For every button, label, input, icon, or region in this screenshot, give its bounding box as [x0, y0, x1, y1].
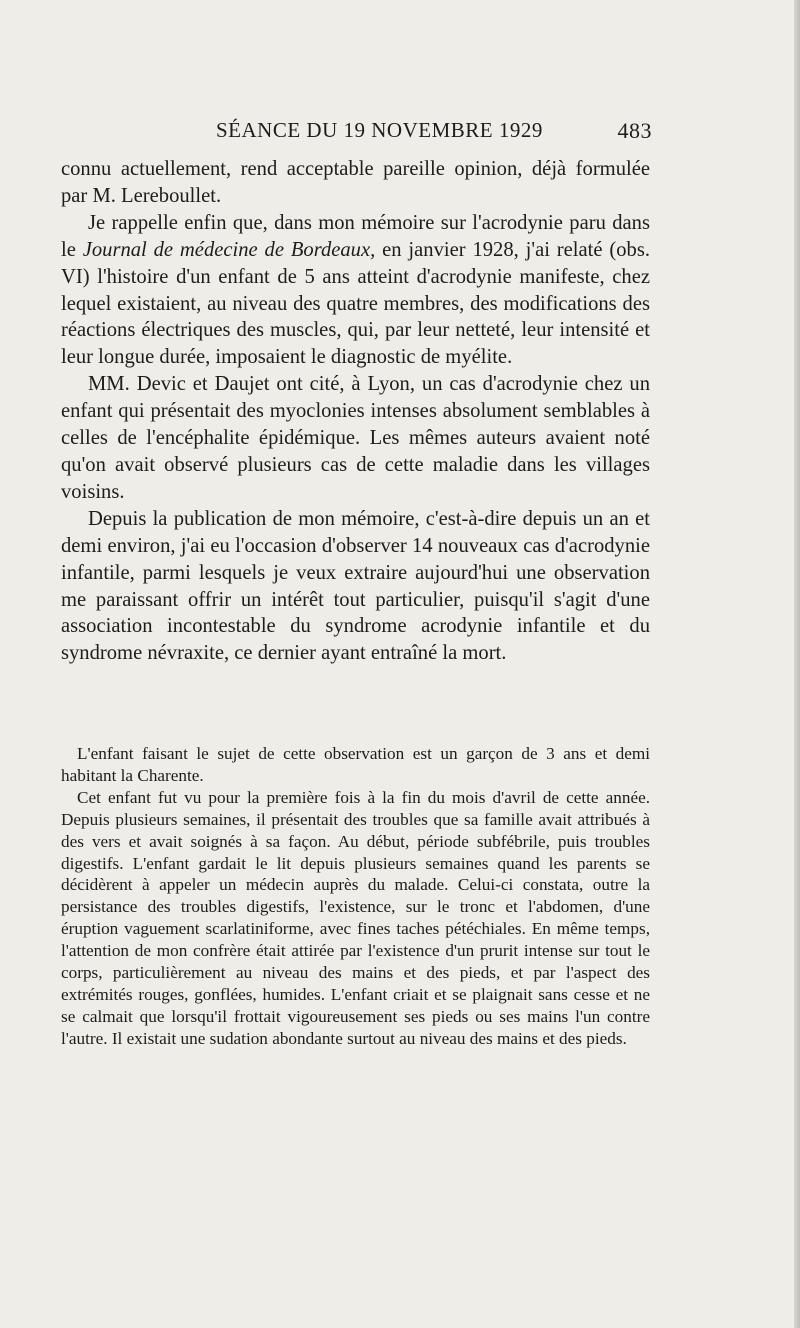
page-edge: [794, 0, 800, 1328]
paragraph: connu actuellement, rend acceptable pareille opinion, déjà formulée par M. Lereboullet.: [61, 158, 650, 207]
paragraph: [61, 210, 650, 371]
paragraph: Depuis la publication de mon mémoire, c'est-à-dire depuis un an et demi environ, j'ai eu l'occasion d'observer 14 nouveaux cas d'acrodynie infantile, parmi lesquels je veux extraire aujourd'hui une observation me paraissant offrir un intérêt tout particulier, puisqu'il s'agit d'une association incontestable du syndrome acrodynie infantile et du syndrome névraxite, ce dernier ayant entraîné la mort.: [61, 507, 650, 665]
observation-text: [61, 743, 650, 1050]
page-number: 483: [617, 118, 652, 143]
observation-paragraph: L'enfant faisant le sujet de cette observation est un garçon de 3 ans et demi habitant la Charente.: [61, 744, 650, 785]
observation-paragraph: Cet enfant fut vu pour la première fois à la fin du mois d'avril de cette année. Depuis plusieurs semaines, il présentait des troubles que sa famille avait attribués à des vers et avait soignés à sa façon. Au début, période subfébrile, puis troubles digestifs. L'enfant gardait le lit depuis plusieurs semaines quand les parents se décidèrent à appeler un médecin auprès du malade. Celui-ci constata, outre la persistance des troubles digestifs, l'existence, sur le tronc et l'abdomen, d'une éruption vaguement scarlatiniforme, avec fines taches pétéchiales. En même temps, l'attention de mon confrère était attirée par l'existence d'un prurit intense sur tout le corps, particulièrement au niveau des mains et des pieds, et par l'aspect des extrémités rouges, gonflées, humides. L'enfant criait et se plaignait sans cesse et ne se calmait que lorsqu'il frottait vigoureusement ses pieds ou ses mains l'un contre l'autre. Il existait une sudation abondante surtout au niveau des mains et des pieds.: [61, 787, 650, 1048]
running-header: [216, 118, 652, 148]
paragraph-text: Je rappelle enfin que, dans mon mémoire sur l'acrodynie paru dans le: [61, 211, 650, 261]
main-text: [61, 156, 650, 667]
paragraph: MM. Devic et Daujet ont cité, à Lyon, un cas d'acrodynie chez un enfant qui présentait des myoclonies intenses absolument semblables à celles de l'encéphalite épidémique. Les mêmes auteurs avaient noté qu'on avait observé plusieurs cas de cette maladie dans les villages voisins.: [61, 373, 650, 503]
running-title: SÉANCE DU 19 NOVEMBRE 1929: [216, 118, 543, 142]
paragraph-text: en janvier 1928, j'ai relaté (obs. VI) l'histoire d'un enfant de 5 ans atteint d'acrodynie manifeste, chez lequel existaient, au niveau des quatre membres, des modifications des réactions électriques des muscles, qui, par leur netteté, leur intensité et leur longue durée, imposaient le diagnostic de myélite.: [61, 238, 650, 369]
journal-title: Journal de médecine de Bordeaux,: [82, 238, 376, 261]
